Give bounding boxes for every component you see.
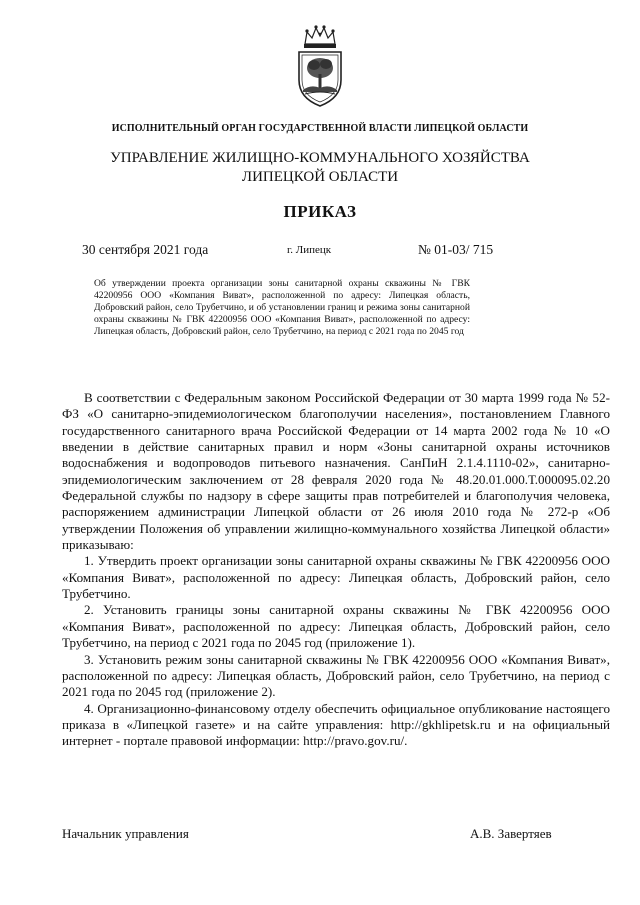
order-item: 1. Утвердить проект организации зоны санитарной охраны скважины № ГВК 42200956 ООО «Компания Виват», расположенной по адресу: Липецкая область, Добровский район, село Трубетчино. xyxy=(62,553,610,602)
document-type: ПРИКАЗ xyxy=(283,202,357,221)
order-item: 2. Установить границы зоны санитарной охраны скважины № ГВК 42200956 ООО «Компания Виват», расположенной по адресу: Липецкая область, Добровский район, село Трубетчино, на период с 2021 года по 2045 год (приложение 1). xyxy=(62,602,610,651)
signer-title: Начальник управления xyxy=(62,826,189,841)
lipetsk-coat-of-arms-icon xyxy=(293,24,347,108)
order-date: 30 сентября 2021 года xyxy=(82,242,209,257)
order-number: № 01-03/ 715 xyxy=(418,242,494,257)
department-line-1: УПРАВЛЕНИЕ ЖИЛИЩНО-КОММУНАЛЬНОГО ХОЗЯЙСТВА xyxy=(110,150,530,166)
department-name xyxy=(0,149,640,187)
order-body xyxy=(62,390,610,750)
authority-name: ИСПОЛНИТЕЛЬНЫЙ ОРГАН ГОСУДАРСТВЕННОЙ ВЛАСТИ ЛИПЕЦКОЙ ОБЛАСТИ xyxy=(111,123,529,134)
order-subject: Об утверждении проекта организации зоны санитарной охраны скважины № ГВК 42200956 ООО «Компания Виват», расположенной по адресу: Липецкая область, Добровский район, село Трубетчино, и об установлении границ и режима зоны санитарной охраны скважины № ГВК 42200956 ООО «Компания Виват», расположенной по адресу: Липецкая область, Добровский район, село Трубетчино, на период с 2021 года по 2045 год xyxy=(94,278,470,338)
signer-name: А.В. Завертяев xyxy=(470,826,552,841)
order-item: 4. Организационно-финансовому отделу обеспечить официальное опубликование настоящего приказа в «Липецкой газете» и на сайте управления: http://gkhlipetsk.ru и на официальный интернет - портале правовой информации: http://pravo.gov.ru/. xyxy=(62,700,610,749)
order-city: г. Липецк xyxy=(287,244,332,256)
order-item: 3. Установить режим зоны санитарной скважины № ГВК 42200956 ООО «Компания Виват», расположенной по адресу: Липецкая область, Добровский район, село Трубетчино, на период с 2021 года по 2045 год (приложение 2). xyxy=(62,651,610,700)
department-line-2: ЛИПЕЦКОЙ ОБЛАСТИ xyxy=(241,169,399,185)
order-preamble: В соответствии с Федеральным законом Российской Федерации от 30 марта 1999 года № 52-ФЗ «О санитарно-эпидемиологическом благополучии населения», постановлением Главного государственного санитарного врача Российской Федерации от 14 марта 2002 года № 10 «О введении в действие санитарных правил и норм «Зоны санитарной охраны источников водоснабжения и водопроводов питьевого назначения. СанПиН 2.1.4.1110-02», санитарно-эпидемиологическим заключением от 28 февраля 2020 года № 48.20.01.000.Т.000095.02.20 Федеральной службы по надзору в сфере защиты прав потребителей и благополучия человека, распоряжением администрации Липецкой области от 26 июля 2010 года № 272-р «Об утверждении Положения об управлении жилищно-коммунального хозяйства Липецкой области» приказываю: xyxy=(62,390,610,553)
